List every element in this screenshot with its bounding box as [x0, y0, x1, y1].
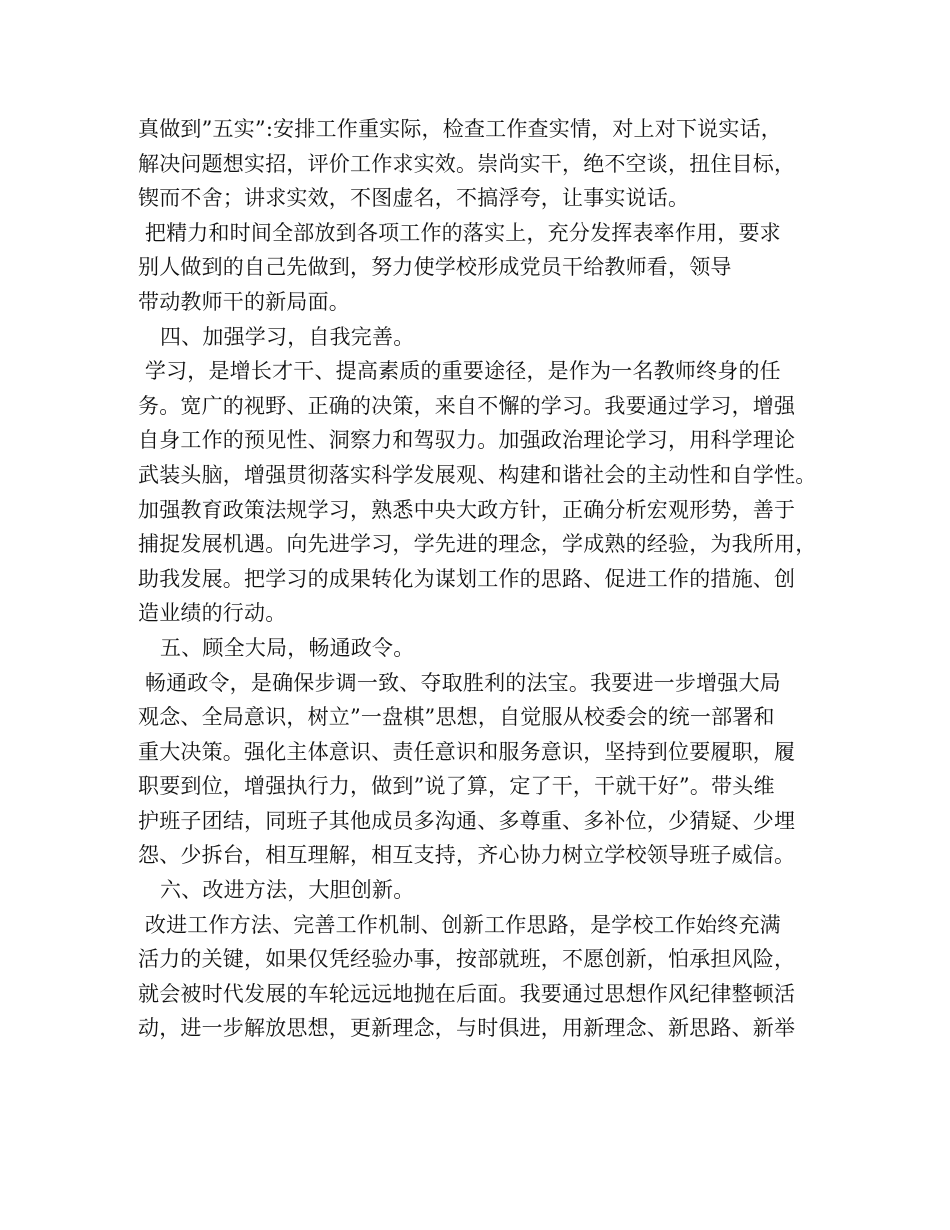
body-line: 怨、少拆台，相互理解，相互支持，齐心协力树立学校领导班子威信。: [138, 843, 796, 868]
body-line: 解决问题想实招，评价工作求实效。崇尚实干，绝不空谈，扭住目标，: [138, 151, 796, 176]
document-body: [138, 112, 828, 1046]
body-line: 带动教师干的新局面。: [138, 289, 350, 314]
body-line: 助我发展。把学习的成果转化为谋划工作的思路、促进工作的措施、创: [138, 566, 796, 591]
body-line: 捕捉发展机遇。向先进学习，学先进的理念，学成熟的经验，为我所用，: [138, 532, 817, 557]
body-line: 动，进一步解放思想，更新理念，与时俱进，用新理念、新思路、新举: [138, 1016, 796, 1041]
body-line: 加强教育政策法规学习，熟悉中央大政方针，正确分析宏观形势，善于: [138, 497, 796, 522]
body-line: 护班子团结，同班子其他成员多沟通、多尊重、多补位，少猜疑、少埋: [138, 808, 796, 833]
body-line: 造业绩的行动。: [138, 601, 287, 626]
body-line: 重大决策。强化主体意识、责任意识和服务意识，坚持到位要履职，履: [138, 739, 796, 764]
body-line: 锲而不舍；讲求实效，不图虚名，不搞浮夸，让事实说话。: [138, 186, 690, 211]
body-line: 畅通政令，是确保步调一致、夺取胜利的法宝。我要进一步增强大局: [138, 670, 781, 695]
body-line: 观念、全局意识，树立”一盘棋”思想，自觉服从校委会的统一部署和: [138, 705, 775, 730]
body-line: 活力的关键，如果仅凭经验办事，按部就班，不愿创新，怕承担风险，: [138, 947, 796, 972]
section-heading-5: 五、顾全大局，畅通政令。: [160, 635, 415, 660]
body-line: 把精力和时间全部放到各项工作的落实上，充分发挥表率作用，要求: [138, 220, 781, 245]
body-line: 自身工作的预见性、洞察力和驾驭力。加强政治理论学习，用科学理论: [138, 428, 796, 453]
body-line: 别人做到的自己先做到，努力使学校形成党员干给教师看，领导: [138, 255, 732, 280]
body-line: 就会被时代发展的车轮远远地抛在后面。我要通过思想作风纪律整顿活: [138, 981, 796, 1006]
body-line: 武装头脑，增强贯彻落实科学发展观、构建和谐社会的主动性和自学性。: [138, 462, 817, 487]
body-line: 学习，是增长才干、提高素质的重要途径，是作为一名教师终身的任: [138, 359, 781, 384]
section-heading-6: 六、改进方法，大胆创新。: [160, 878, 415, 903]
body-line: 改进工作方法、完善工作机制、创新工作思路，是学校工作始终充满: [138, 912, 781, 937]
body-line: 真做到”五实”:安排工作重实际，检查工作查实情，对上对下说实话，: [138, 117, 782, 141]
body-line: 务。宽广的视野、正确的决策，来自不懈的学习。我要通过学习，增强: [138, 393, 796, 418]
body-line: 职要到位，增强执行力，做到”说了算，定了干，干就干好”。带头维: [138, 774, 775, 799]
section-heading-4: 四、加强学习，自我完善。: [160, 324, 415, 349]
